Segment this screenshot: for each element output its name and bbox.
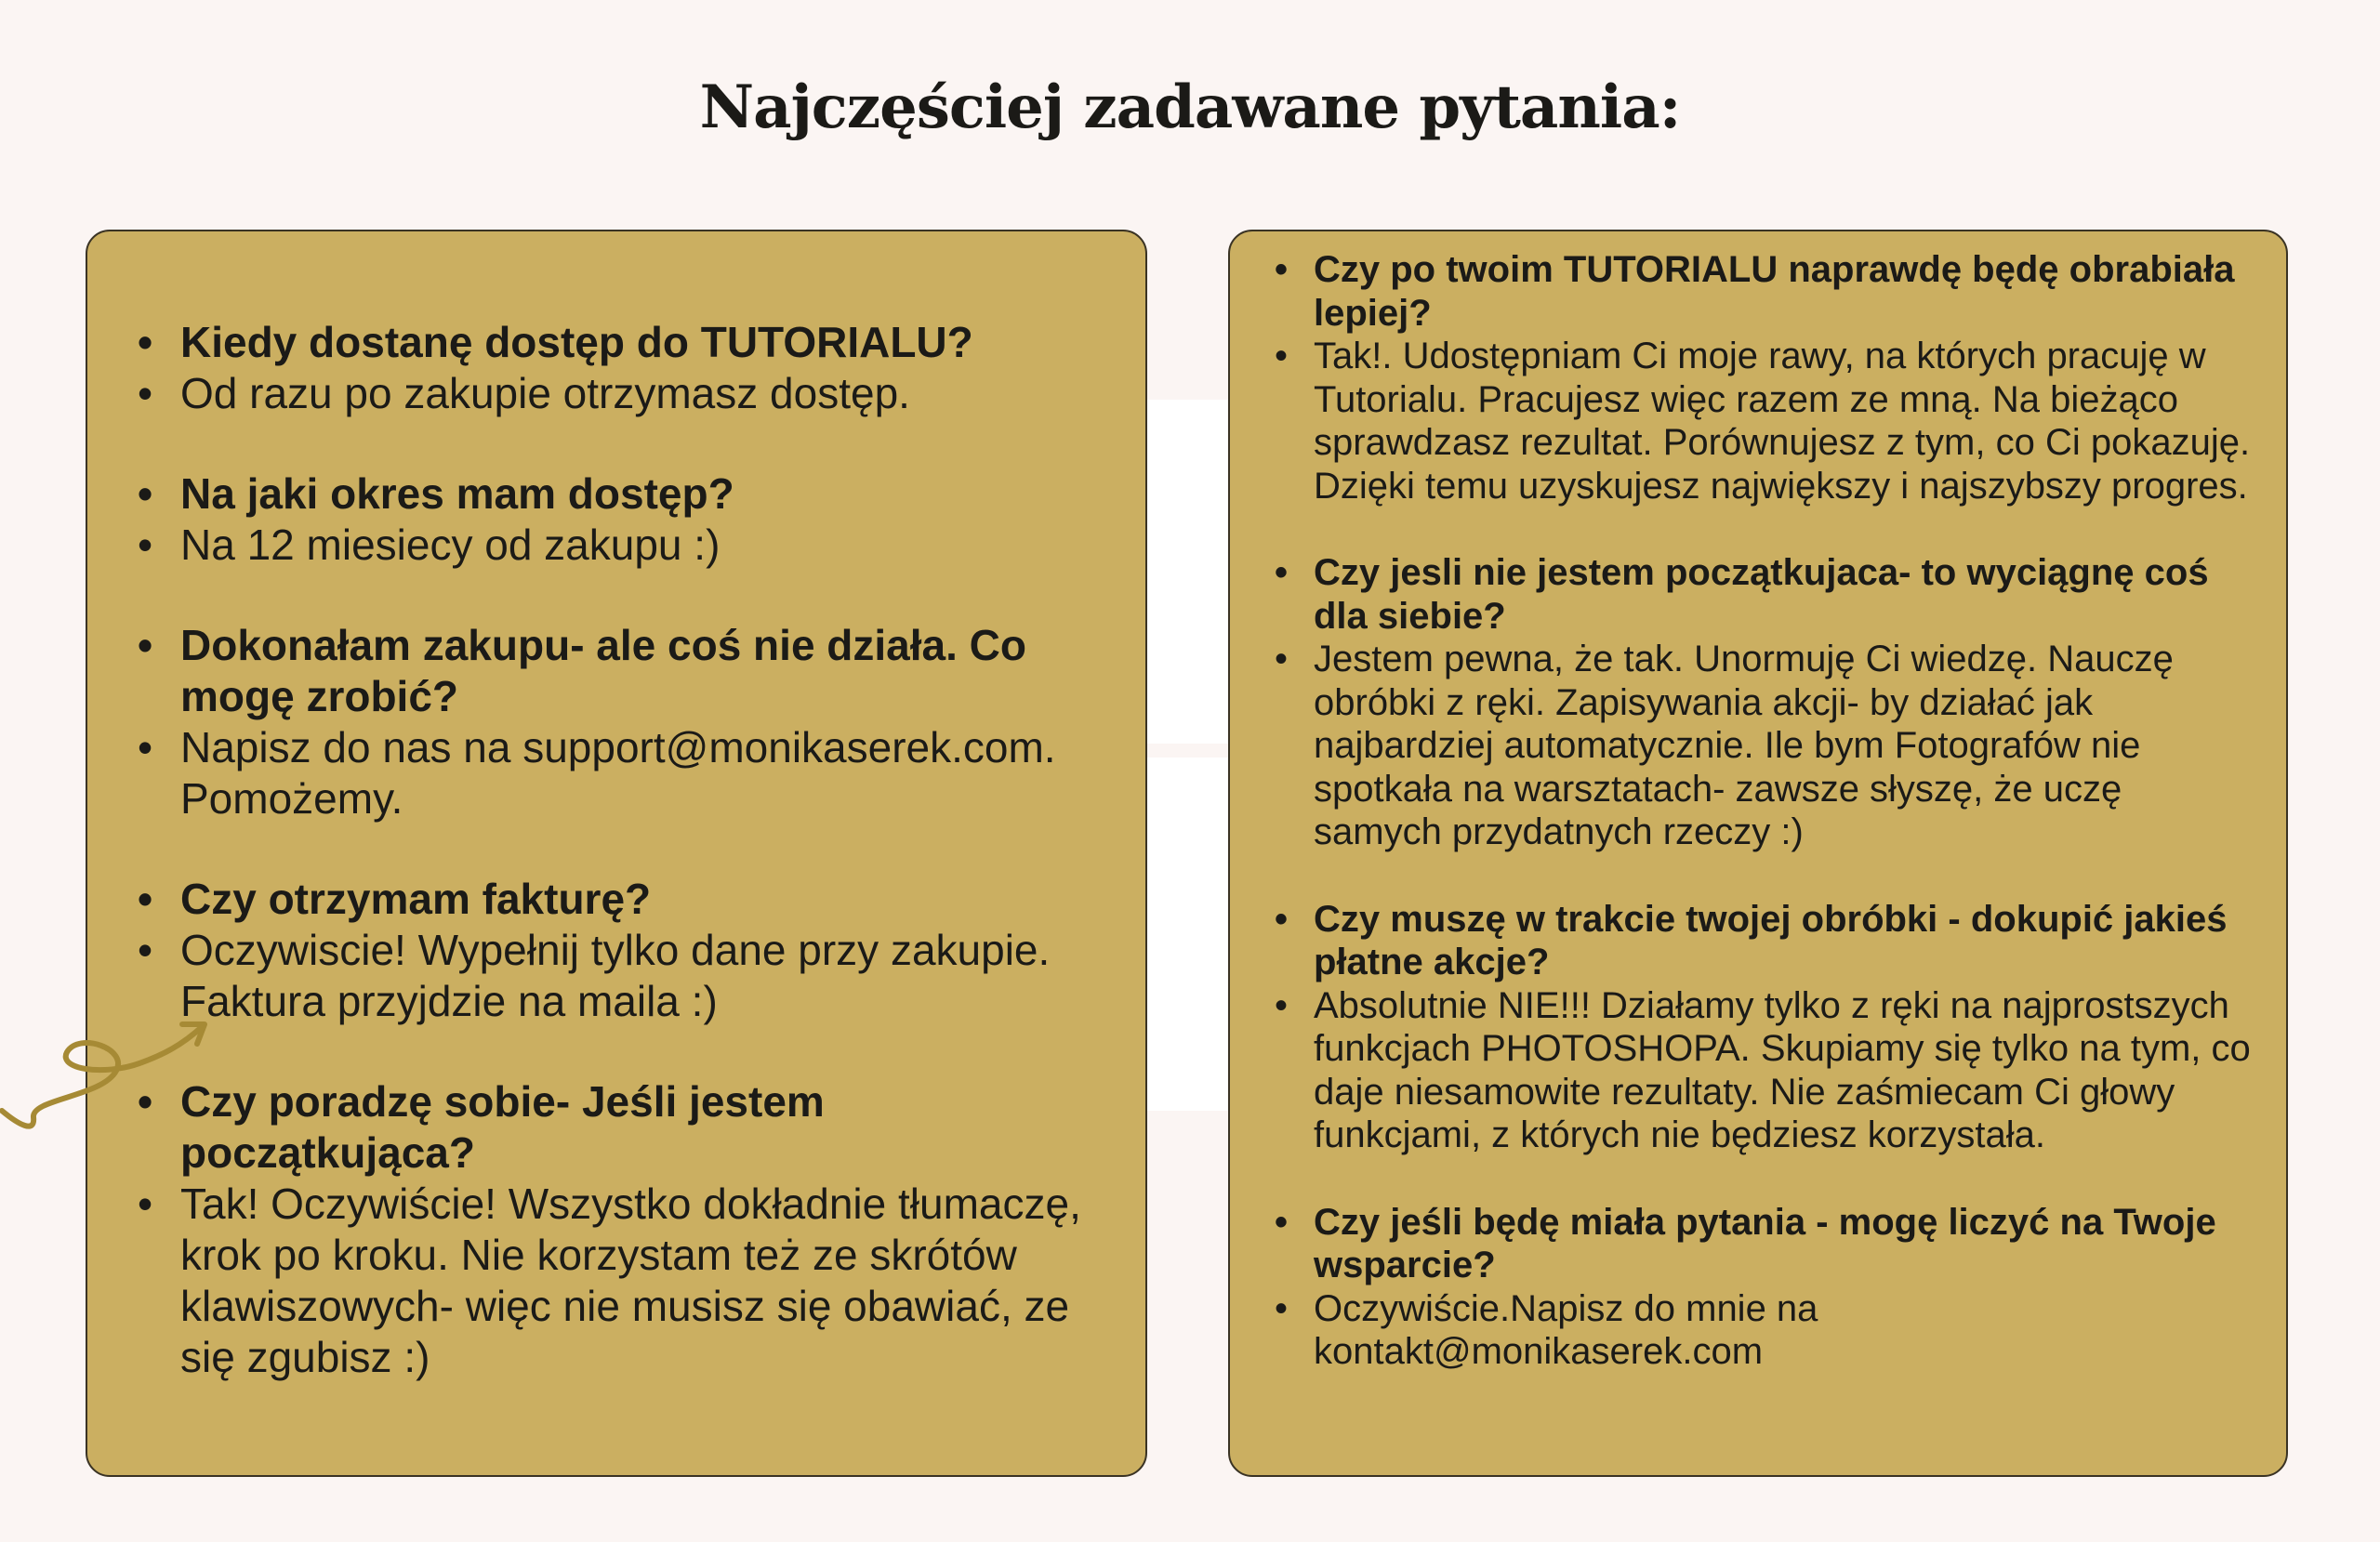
background-strip [1144,400,1236,744]
faq-item [1314,248,2258,507]
faq-answer: • Oczywiscie! Wypełnij tylko dane przy zakupie. Faktura przyjdzie na maila :) [180,925,1090,1027]
faq-item [180,874,1090,1027]
faq-answer: • Od razu po zakupie otrzymasz dostęp. [180,368,1090,419]
faq-question: • Czy poradzę sobie- Jeśli jestem początkująca? [180,1076,1090,1179]
faq-answer: • Jestem pewna, że tak. Unormuję Ci wiedzę. Nauczę obróbki z ręki. Zapisywania akcji- by działać jak najbardziej automatycznie. Ile bym Fotografów nie spotkała na warsztatach- zawsze słyszę, że uczę samych przydatnych rzeczy :) [1314,638,2258,854]
faq-answer: • Tak!. Udostępniam Ci moje rawy, na których pracuję w Tutorialu. Pracujesz więc razem ze mną. Na bieżąco sprawdzasz rezultat. Porównujesz z tym, co Ci pokazuję. Dzięki temu uzyskujesz największy i najszybszy progres. [1314,335,2258,507]
faq-list-right [1314,248,2258,1374]
page-title: Najczęściej zadawane pytania: [699,72,1681,142]
faq-question: • Kiedy dostanę dostęp do TUTORIALU? [180,317,1090,368]
faq-answer: • Napisz do nas na support@monikaserek.com. Pomożemy. [180,722,1090,824]
faq-item [180,620,1090,824]
faq-question: • Czy otrzymam fakturę? [180,874,1090,925]
faq-question: • Dokonałam zakupu- ale coś nie działa. Co mogę zrobić? [180,620,1090,722]
faq-answer: • Absolutnie NIE!!! Działamy tylko z ręki na najprostszych funkcjach PHOTOSHOPA. Skupiamy się tylko na tym, co daje niesamowite rezultaty. Nie zaśmiecam Ci głowy funkcjami, z których nie będziesz korzystała. [1314,984,2258,1157]
faq-card-left [86,230,1147,1477]
faq-item [1314,898,2258,1157]
faq-answer: • Tak! Oczywiście! Wszystko dokładnie tłumaczę, krok po kroku. Nie korzystam też ze skrótów klawiszowych- więc nie musisz się obawiać, ze się zgubisz :) [180,1179,1090,1383]
faq-item [1314,1201,2258,1374]
faq-question: • Czy jeśli będę miała pytania - mogę liczyć na Twoje wsparcie? [1314,1201,2258,1287]
faq-question: • Na jaki okres mam dostęp? [180,468,1090,520]
squiggle-arrow-icon [0,1013,223,1153]
faq-list-left [180,317,1090,1383]
background-strip [1144,758,1236,1111]
faq-answer: • Na 12 miesiecy od zakupu :) [180,520,1090,571]
faq-question: • Czy po twoim TUTORIALU naprawdę będę obrabiała lepiej? [1314,248,2258,335]
faq-card-right [1228,230,2288,1477]
faq-question: • Czy muszę w trakcie twojej obróbki - dokupić jakieś płatne akcje? [1314,898,2258,984]
faq-item [180,1076,1090,1383]
faq-item [1314,551,2258,854]
faq-question: • Czy jesli nie jestem początkujaca- to wyciągnę coś dla siebie? [1314,551,2258,638]
faq-answer: • Oczywiście.Napisz do mnie na kontakt@monikaserek.com [1314,1287,2258,1374]
faq-item [180,317,1090,419]
faq-item [180,468,1090,571]
